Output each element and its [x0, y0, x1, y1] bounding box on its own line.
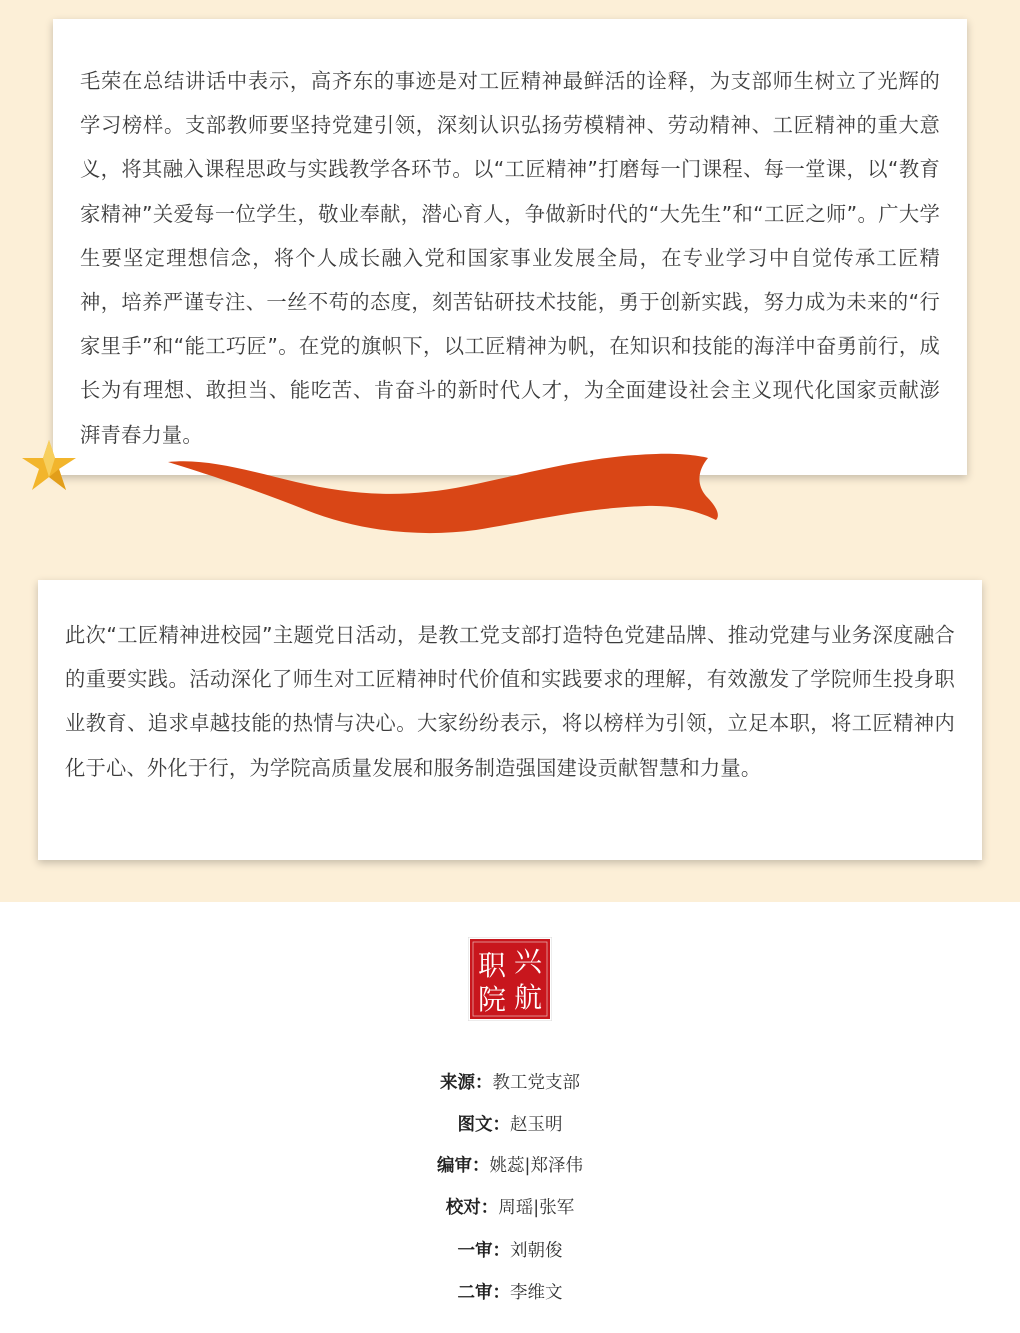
credits-block: [0, 1063, 1020, 1314]
credit-proofreader: 校对：周瑶|张军: [445, 1197, 575, 1218]
credit-editor: 编审：姚蕊|郑泽伟: [437, 1156, 583, 1176]
paragraph-1: 毛荣在总结讲话中表示，高齐东的事迹是对工匠精神最鲜活的诠释，为支部师生树立了光辉的学习榜样。支部教师要坚持党建引领，深刻认识弘扬劳模精神、劳动精神、工匠精神的重大意义，将其融入课程思政与实践教学各环节。以“工匠精神”打磨每一门课程、每一堂课，以“教育家精神”关爱每一位学生，敬业奉献，潜心育人，争做新时代的“大先生”和“工匠之师”。广大学生要坚定理想信念，将个人成长融入党和国家事业发展全局，在专业学习中自觉传承工匠精神，培养严谨专注、一丝不苟的态度，刻苦钻研技术技能，勇于创新实践，努力成为未来的“行家里手”和“能工巧匠”。在党的旗帜下，以工匠精神为帆，在知识和技能的海洋中奋勇前行，成长为有理想、敢担当、能吃苦、肯奋斗的新时代人才，为全面建设社会主义现代化国家贡献澎湃青春力量。: [80, 69, 940, 447]
svg-text:兴: 兴: [513, 945, 543, 978]
credit-author: 图文：赵玉明: [457, 1114, 563, 1135]
star-icon: [22, 436, 82, 496]
credit-first-review: 一审：刘朝俊: [457, 1241, 563, 1261]
text-card-2: [38, 580, 982, 860]
seal-logo: [468, 937, 552, 1021]
ribbon-icon: [166, 450, 726, 535]
svg-text:职: 职: [477, 949, 507, 982]
paragraph-2: 此次“工匠精神进校园”主题党日活动，是教工党支部打造特色党建品牌、推动党建与业务深度融合的重要实践。活动深化了师生对工匠精神时代价值和实践要求的理解，有效激发了学院师生投身职业教育、追求卓越技能的热情与决心。大家纷纷表示，将以榜样为引领，立足本职，将工匠精神内化于心、外化于行，为学院高质量发展和服务制造强国建设贡献智慧和力量。: [65, 623, 955, 780]
svg-text:航: 航: [513, 981, 543, 1014]
credit-source: 来源：教工党支部: [440, 1073, 580, 1093]
svg-text:院: 院: [477, 983, 507, 1016]
credit-second-review: 二审：李维文: [457, 1282, 563, 1303]
text-card-1: [53, 19, 967, 475]
